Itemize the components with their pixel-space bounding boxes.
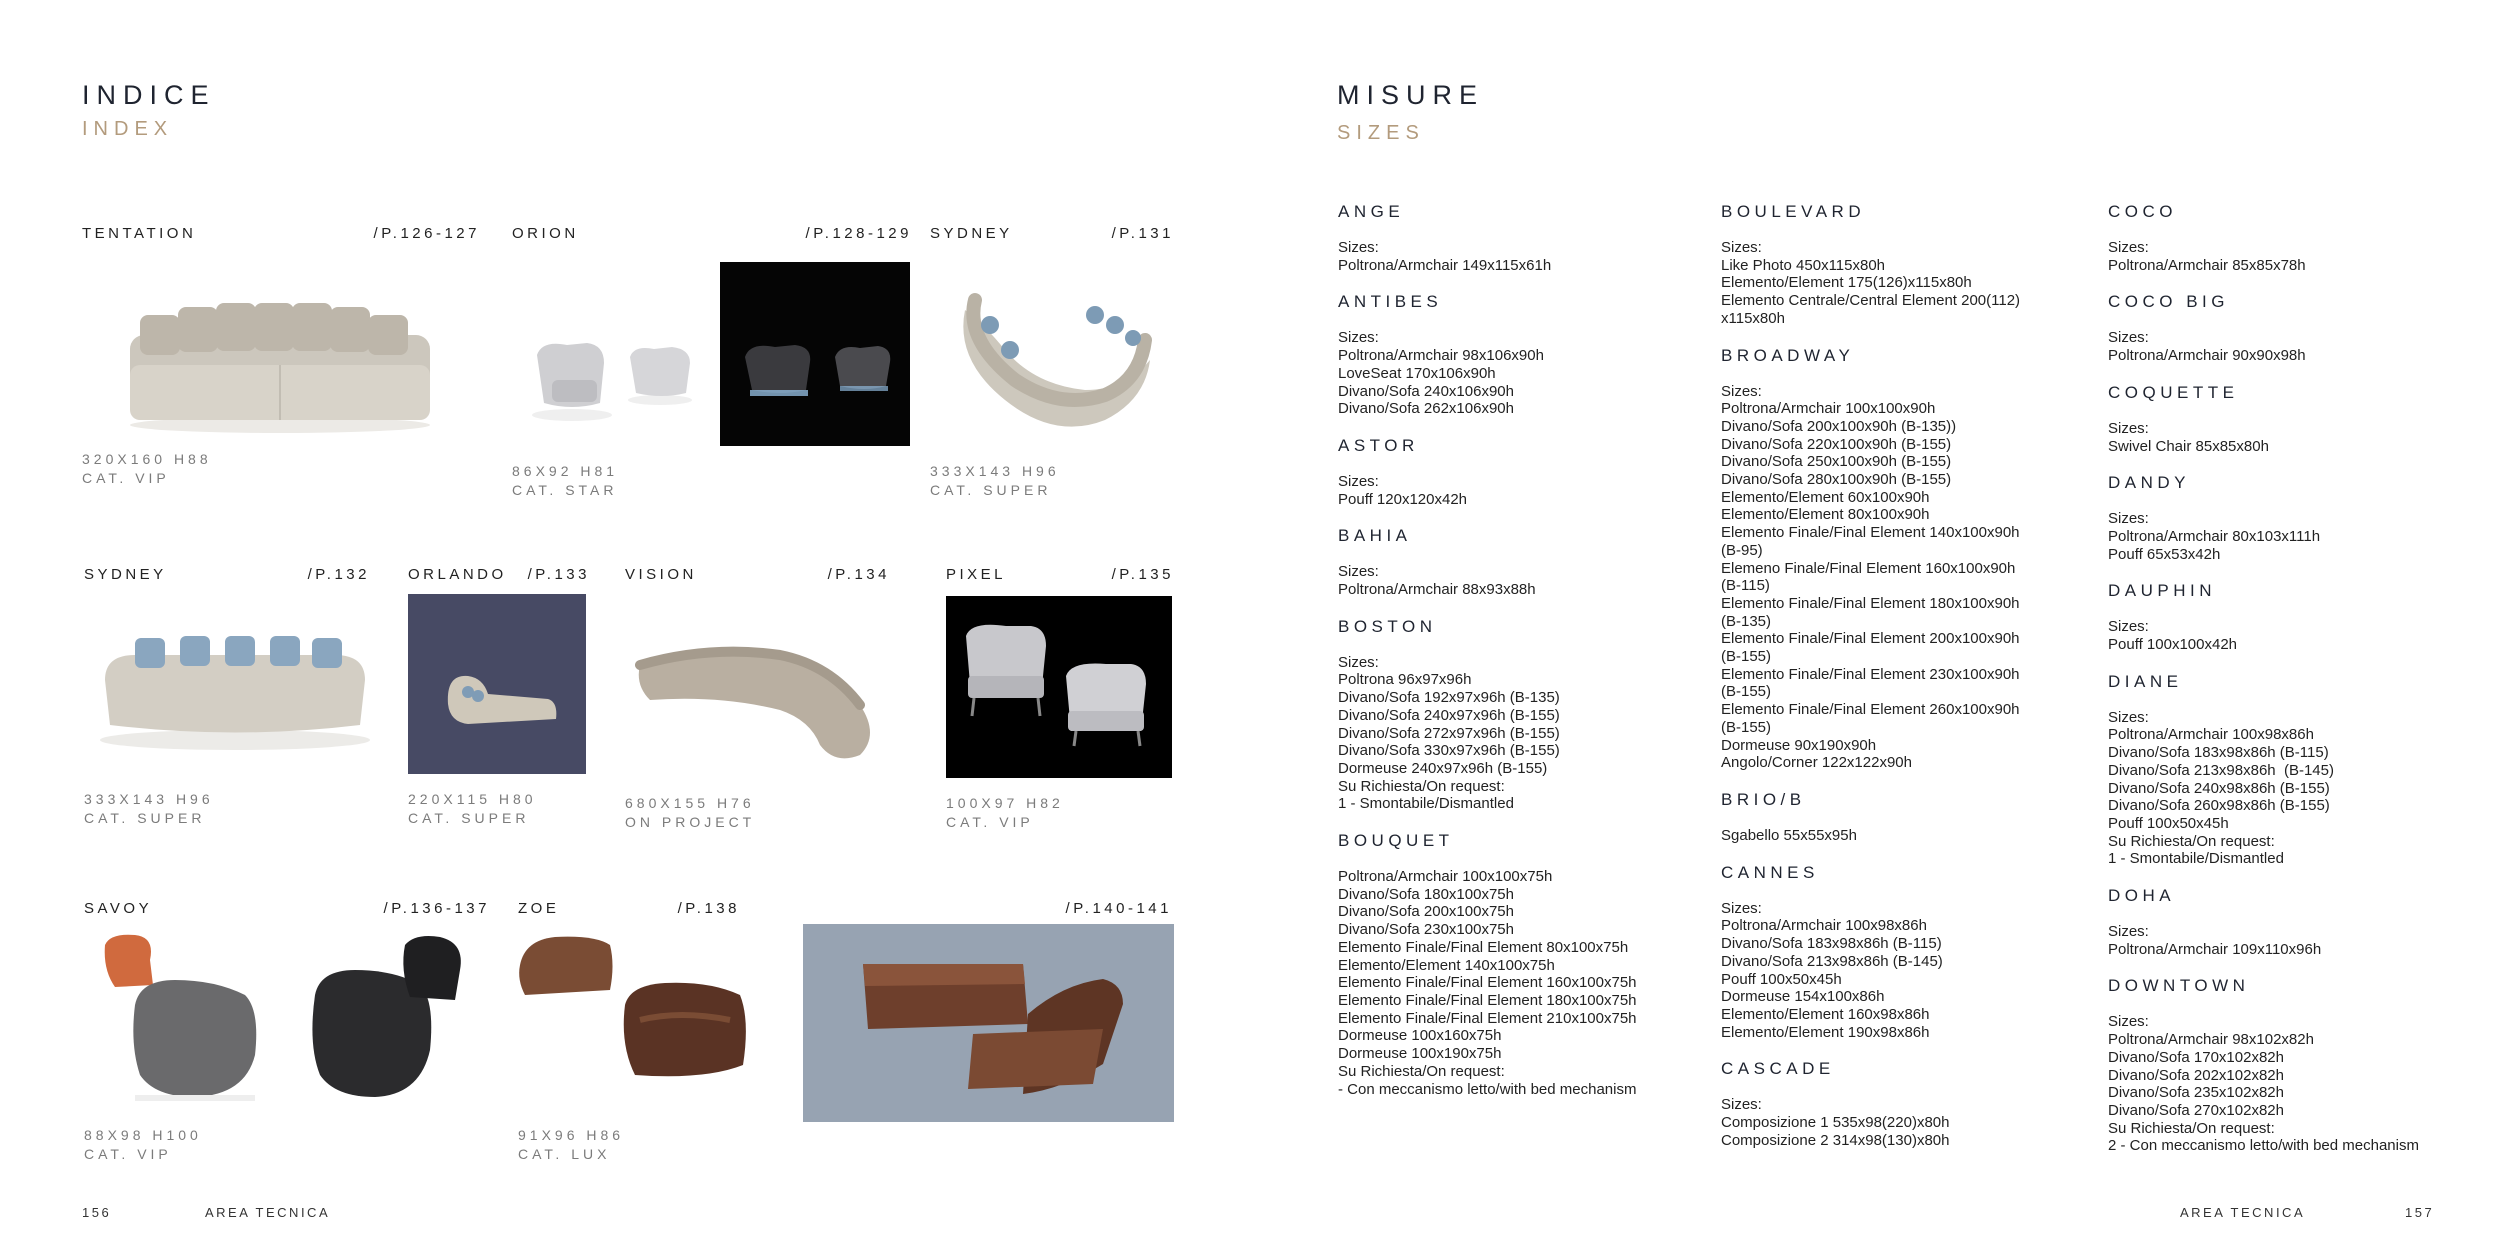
size-line: Poltrona/Armchair 85x85x78h (2108, 256, 2306, 274)
size-line: Sizes: (2108, 419, 2149, 437)
right-footer-section: AREA TECNICA (2180, 1205, 2306, 1220)
left-page-subtitle: INDEX (82, 118, 174, 140)
product-category: CAT. SUPER (84, 810, 206, 826)
size-line: Sizes: (2108, 510, 2149, 528)
right-page-subtitle: SIZES (1337, 122, 1425, 144)
product-size-heading: BOSTON (1338, 616, 1437, 636)
size-line: Divano/Sofa 240x106x90h (1338, 382, 1514, 400)
size-line: 1 - Smontabile/Dismantled (2108, 850, 2284, 868)
size-line: Sizes: (2108, 329, 2149, 347)
product-category: CAT. VIP (82, 470, 170, 486)
product-size-heading: ANTIBES (1338, 292, 1443, 312)
product-name: SAVOY (84, 900, 153, 917)
vision-sofa-image (630, 625, 890, 775)
size-line: x115x80h (1721, 309, 1785, 327)
sizes-column-1 (1338, 203, 1718, 1117)
product-dimensions: 320X160 H88 (82, 451, 212, 467)
size-line: Su Richiesta/On request: (2108, 832, 2275, 850)
product-size-heading: CANNES (1721, 862, 1819, 882)
size-line: Elemento Centrale/Central Element 200(112) (1721, 292, 2021, 310)
size-line: Divano/Sofa 183x98x86h (B-115) (2108, 744, 2329, 762)
product-size-list (2108, 618, 2488, 653)
size-line: Pouff 100x50x45h (1721, 970, 1842, 988)
size-line: (B-155) (1721, 683, 1772, 701)
product-size-list (2108, 329, 2488, 364)
product-dimensions: 100X97 H82 (946, 795, 1064, 811)
size-line: Poltrona/Armchair 98x106x90h (1338, 347, 1544, 365)
product-size-heading: COCO (2108, 202, 2177, 221)
product-size-heading: BAHIA (1338, 526, 1412, 546)
product-name: ZOE (518, 900, 560, 917)
product-page-ref: /P.134 (827, 566, 890, 583)
size-line: Elemento Finale/Final Element 260x100x90h (1721, 701, 2020, 719)
size-line: Poltrona/Armchair 100x100x90h (1721, 400, 1936, 418)
size-line: (B-135) (1721, 612, 1772, 630)
product-page-ref: /P.132 (307, 566, 370, 583)
size-line: Divano/Sofa 262x106x90h (1338, 400, 1514, 418)
size-line: Sizes: (1721, 239, 1762, 256)
size-line: Swivel Chair 85x85x80h (2108, 437, 2269, 455)
product-size-list (2108, 923, 2488, 958)
product-dimensions: 333X143 H96 (930, 463, 1060, 479)
size-line: Elemento Finale/Final Element 160x100x75h (1338, 974, 1637, 992)
size-line: Divano/Sofa 260x98x86h (B-155) (2108, 797, 2330, 815)
product-name: SYDNEY (84, 566, 167, 583)
size-line: Elemeno Finale/Final Element 160x100x90h (1721, 559, 2016, 577)
product-size-list (1338, 654, 1718, 813)
product-name: TENTATION (82, 225, 197, 242)
size-line: Sizes: (1721, 382, 1762, 400)
product-name: SYDNEY (930, 225, 1013, 242)
product-size-list (2108, 709, 2488, 868)
pixel-armchairs-image (946, 596, 1172, 778)
product-page-ref: /P.136-137 (383, 900, 490, 917)
size-line: Poltrona/Armchair 90x90x98h (2108, 347, 2306, 365)
size-line: Divano/Sofa 240x97x96h (B-155) (1338, 706, 1560, 724)
size-line: Composizione 1 535x98(220)x80h (1721, 1114, 1950, 1132)
savoy-armchairs-image (95, 925, 485, 1115)
product-size-heading: ASTOR (1338, 435, 1419, 455)
size-line: Sizes: (1338, 653, 1379, 671)
size-line: Elemento Finale/Final Element 230x100x90h (1721, 665, 2020, 683)
product-page-ref: /P.140-141 (1065, 900, 1172, 917)
product-size-heading: DAUPHIN (2108, 581, 2217, 601)
size-line: Like Photo 450x115x80h (1721, 256, 1886, 274)
size-line: Divano/Sofa 200x100x90h (B-135)) (1721, 417, 1957, 435)
size-line: Su Richiesta/On request: (1338, 1062, 1505, 1080)
size-line: Sgabello 55x55x95h (1721, 826, 1857, 844)
product-size-list (2108, 420, 2488, 455)
product-size-list (2108, 510, 2488, 563)
sydney-curved-sofa-image (945, 270, 1165, 455)
product-size-list (1721, 827, 2101, 845)
size-line: Sizes: (2108, 708, 2149, 726)
sizes-column-2 (1721, 203, 2101, 1168)
size-line: Sizes: (2108, 923, 2149, 941)
size-line: Divano/Sofa 202x102x82h (2108, 1066, 2284, 1084)
size-line: (B-95) (1721, 541, 1763, 559)
size-line: Poltrona 96x97x96h (1338, 671, 1472, 689)
size-line: Poltrona/Armchair 88x93x88h (1338, 581, 1536, 599)
product-name: ORION (512, 225, 579, 242)
size-line: Elemento/Element 190x98x86h (1721, 1023, 1930, 1041)
size-line: Elemento Finale/Final Element 180x100x90h (1721, 594, 2020, 612)
product-dimensions: 333X143 H96 (84, 791, 214, 807)
right-page-number: 157 (2405, 1205, 2435, 1220)
size-line: Divano/Sofa 272x97x96h (B-155) (1338, 724, 1560, 742)
product-size-list (1338, 329, 1718, 418)
size-line: Divano/Sofa 240x98x86h (B-155) (2108, 779, 2330, 797)
size-line: Divano/Sofa 230x100x75h (1338, 921, 1514, 939)
right-page-title: MISURE (1337, 80, 1485, 110)
left-page-title: INDICE (82, 80, 216, 110)
size-line: Divano/Sofa 270x102x82h (2108, 1101, 2284, 1119)
size-line: Sizes: (1338, 563, 1379, 581)
size-line: Elemento/Element 160x98x86h (1721, 1005, 1930, 1023)
size-line: Dormeuse 100x190x75h (1338, 1045, 1502, 1063)
size-line: Poltrona/Armchair 98x102x82h (2108, 1031, 2314, 1049)
left-footer-section: AREA TECNICA (205, 1205, 331, 1220)
size-line: Elemento Finale/Final Element 180x100x75h (1338, 991, 1637, 1009)
product-size-list (1338, 563, 1718, 598)
size-line: Elemento/Element 80x100x90h (1721, 506, 1930, 524)
product-size-list (1338, 473, 1718, 508)
size-line: - Con meccanismo letto/with bed mechanism (1338, 1080, 1637, 1098)
size-line: Elemento Finale/Final Element 210x100x75h (1338, 1009, 1637, 1027)
product-size-heading: DANDY (2108, 473, 2191, 493)
product-size-heading: COCO BIG (2108, 292, 2230, 312)
size-line: Dormeuse 90x190x90h (1721, 736, 1877, 754)
size-line: Divano/Sofa 220x100x90h (B-155) (1721, 435, 1952, 453)
size-line: Poltrona/Armchair 100x98x86h (1721, 917, 1927, 935)
product-name: ORLANDO (408, 566, 507, 583)
product-size-list (2108, 1013, 2488, 1155)
size-line: Pouff 100x50x45h (2108, 814, 2229, 832)
size-line: Angolo/Corner 122x122x90h (1721, 754, 1912, 772)
product-page-ref: /P.131 (1111, 225, 1174, 242)
product-size-heading: CASCADE (1721, 1059, 1835, 1079)
size-line: Su Richiesta/On request: (2108, 1119, 2275, 1137)
product-size-heading: BRIO/B (1721, 789, 1806, 809)
size-line: Divano/Sofa 213x98x86h (B-145) (1721, 952, 1943, 970)
product-category: CAT. SUPER (408, 810, 530, 826)
size-line: Divano/Sofa 250x100x90h (B-155) (1721, 453, 1952, 471)
size-line: Divano/Sofa 235x102x82h (2108, 1084, 2284, 1102)
size-line: Sizes: (1721, 1096, 1762, 1114)
size-line: Divano/Sofa 213x98x86h (B-145) (2108, 761, 2334, 779)
modular-sofa-image (803, 924, 1174, 1122)
orion-armchairs-image (512, 285, 712, 445)
size-line: Pouff 65x53x42h (2108, 545, 2221, 563)
size-line: Elemento/Element 175(126)x115x80h (1721, 274, 1972, 292)
size-line: Sizes: (1338, 472, 1379, 490)
size-line: Divano/Sofa 170x102x82h (2108, 1048, 2284, 1066)
product-size-heading: ANGE (1338, 202, 1405, 221)
product-dimensions: 680X155 H76 (625, 795, 755, 811)
product-size-heading: BOULEVARD (1721, 202, 1866, 221)
product-dimensions: 86X92 H81 (512, 463, 619, 479)
product-size-heading: DIANE (2108, 671, 2183, 691)
size-line: (B-115) (1721, 577, 1770, 595)
product-category: CAT. LUX (518, 1146, 611, 1162)
size-line: Pouff 120x120x42h (1338, 490, 1468, 508)
sydney-sofa-image (90, 600, 380, 760)
left-page-number: 156 (82, 1205, 112, 1220)
product-category: ON PROJECT (625, 814, 756, 830)
size-line: (B-155) (1721, 648, 1772, 666)
size-line: Elemento/Element 60x100x90h (1721, 488, 1930, 506)
product-size-list (1721, 383, 2101, 772)
size-line: Sizes: (1338, 329, 1379, 347)
size-line: Su Richiesta/On request: (1338, 777, 1505, 795)
size-line: Poltrona/Armchair 149x115x61h (1338, 256, 1552, 274)
size-line: Poltrona/Armchair 100x100x75h (1338, 868, 1553, 886)
size-line: Divano/Sofa 200x100x75h (1338, 903, 1514, 921)
product-size-list (1721, 239, 2101, 328)
size-line: Elemento Finale/Final Element 140x100x90h (1721, 524, 2020, 542)
product-dimensions: 91X96 H86 (518, 1127, 625, 1143)
product-category: CAT. SUPER (930, 482, 1052, 498)
size-line: 1 - Smontabile/Dismantled (1338, 795, 1514, 813)
product-page-ref: /P.135 (1111, 566, 1174, 583)
size-line: (B-155) (1721, 718, 1772, 736)
size-line: Sizes: (2108, 618, 2149, 636)
size-line: Pouff 100x100x42h (2108, 636, 2238, 654)
product-category: CAT. VIP (946, 814, 1034, 830)
product-category: CAT. STAR (512, 482, 618, 498)
size-line: Divano/Sofa 180x100x75h (1338, 885, 1514, 903)
product-name: VISION (625, 566, 697, 583)
product-size-list (1338, 868, 1718, 1098)
size-line: Poltrona/Armchair 100x98x86h (2108, 726, 2314, 744)
size-line: Dormeuse 154x100x86h (1721, 988, 1885, 1006)
size-line: Sizes: (2108, 1013, 2149, 1031)
size-line: Divano/Sofa 192x97x96h (B-135) (1338, 689, 1560, 707)
product-size-list (1721, 1096, 2101, 1149)
size-line: Elemento Finale/Final Element 200x100x90h (1721, 630, 2020, 648)
size-line: Sizes: (1721, 899, 1762, 917)
size-line: 2 - Con meccanismo letto/with bed mechanism (2108, 1137, 2419, 1155)
product-size-list (2108, 239, 2488, 274)
size-line: Dormeuse 240x97x96h (B-155) (1338, 759, 1548, 777)
orlando-chaise-image (408, 594, 586, 774)
size-line: Divano/Sofa 330x97x96h (B-155) (1338, 742, 1560, 760)
size-line: Elemento Finale/Final Element 80x100x75h (1338, 938, 1629, 956)
size-line: Elemento/Element 140x100x75h (1338, 956, 1555, 974)
orion-night-image (720, 262, 910, 446)
product-size-heading: BROADWAY (1721, 345, 1855, 365)
tentation-sofa-image (100, 255, 460, 435)
product-size-heading: BOUQUET (1338, 831, 1454, 851)
product-size-heading: DOWNTOWN (2108, 976, 2250, 996)
product-page-ref: /P.128-129 (805, 225, 912, 242)
size-line: Dormeuse 100x160x75h (1338, 1027, 1502, 1045)
size-line: Sizes: (1338, 239, 1379, 256)
size-line: Divano/Sofa 280x100x90h (B-155) (1721, 471, 1952, 489)
size-line: Composizione 2 314x98(130)x80h (1721, 1131, 1950, 1149)
product-size-list (1338, 239, 1718, 274)
product-dimensions: 220X115 H80 (408, 791, 537, 807)
size-line: Sizes: (2108, 239, 2149, 256)
product-page-ref: /P.138 (677, 900, 740, 917)
product-size-heading: DOHA (2108, 886, 2176, 906)
size-line: Divano/Sofa 183x98x86h (B-115) (1721, 935, 1942, 953)
product-page-ref: /P.126-127 (373, 225, 480, 242)
product-size-heading: COQUETTE (2108, 382, 2239, 402)
sizes-column-3 (2108, 203, 2488, 1174)
product-dimensions: 88X98 H100 (84, 1127, 202, 1143)
product-size-list (1721, 900, 2101, 1042)
zoe-armchairs-image (515, 925, 755, 1105)
product-category: CAT. VIP (84, 1146, 172, 1162)
size-line: Poltrona/Armchair 80x103x111h (2108, 527, 2321, 545)
product-name: PIXEL (946, 566, 1007, 583)
size-line: LoveSeat 170x106x90h (1338, 364, 1496, 382)
size-line: Poltrona/Armchair 109x110x96h (2108, 940, 2322, 958)
product-page-ref: /P.133 (527, 566, 590, 583)
